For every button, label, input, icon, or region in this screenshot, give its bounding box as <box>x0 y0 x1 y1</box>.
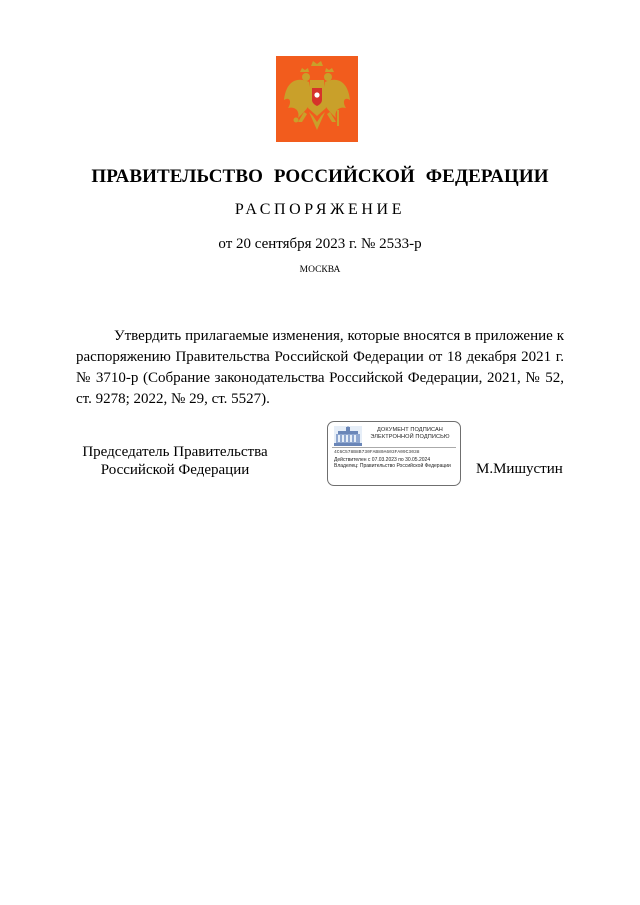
signer-position-line2: Российской Федерации <box>100 462 250 478</box>
stamp-heading <box>364 427 456 441</box>
stamp-owner: Владелец: Правительство Российской Федерации <box>334 463 451 469</box>
stamp-divider <box>332 447 456 448</box>
stamp-validity: Действителен с 07.03.2023 по 30.05.2024 <box>334 457 431 463</box>
signer-position-line1: Председатель Правительства <box>82 444 268 460</box>
document-date-number: от 20 сентября 2023 г. № 2533-р <box>218 236 422 252</box>
document-city: МОСКВА <box>299 265 341 275</box>
stamp-heading-line1: ДОКУМЕНТ ПОДПИСАН <box>377 427 443 433</box>
government-building-icon <box>334 426 362 446</box>
document-type: РАСПОРЯЖЕНИЕ <box>234 201 406 218</box>
russian-coat-of-arms-icon <box>276 56 358 142</box>
signer-name: М.Мишустин <box>476 461 563 477</box>
government-title: ПРАВИТЕЛЬСТВО РОССИЙСКОЙ ФЕДЕРАЦИИ <box>91 166 549 187</box>
signer-position <box>60 443 290 479</box>
stamp-certificate-serial: 4C6C578B8B730FAB80A603FA09C3038 <box>334 450 420 455</box>
order-text: Утвердить прилагаемые изменения, которые вносятся в приложение к распоряжению Правительства Российской Федерации от 18 декабря 2021 г. № 3710-р (Собрание законодательства Российской Федерации, 2021, № 52, ст. 9278; 2022, № 29, ст. 5527). <box>76 328 564 407</box>
stamp-heading-line2: ЭЛЕКТРОННОЙ ПОДПИСЬЮ <box>370 434 450 440</box>
electronic-signature-stamp <box>327 421 461 486</box>
